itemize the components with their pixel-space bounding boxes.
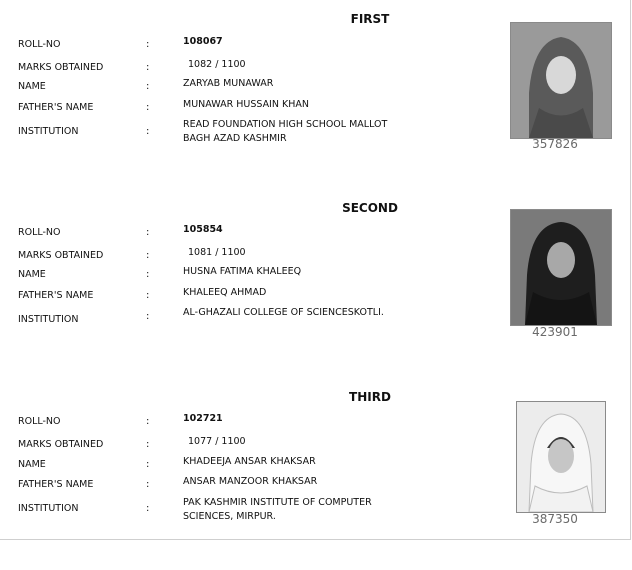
marks-label: MARKS OBTAINED <box>18 250 104 261</box>
student-photo <box>510 22 612 139</box>
fathers-name-value: KHALEEQ AHMAD <box>183 287 267 298</box>
colon: : <box>146 459 150 470</box>
colon: : <box>146 227 150 238</box>
name-label: NAME <box>18 459 46 470</box>
photo-number: 387350 <box>532 512 578 526</box>
photo-number: 357826 <box>532 137 578 151</box>
colon: : <box>146 290 150 301</box>
colon: : <box>146 250 150 261</box>
colon: : <box>146 269 150 280</box>
institution-label: INSTITUTION <box>18 314 79 325</box>
photo-number: 423901 <box>532 325 578 339</box>
name-value: HUSNA FATIMA KHALEEQ <box>183 266 302 277</box>
name-label: NAME <box>18 269 46 280</box>
fathers-name-label: FATHER'S NAME <box>18 290 94 301</box>
roll-no-value: 105854 <box>183 224 223 235</box>
marks-value: 1082 / 1100 <box>188 59 246 70</box>
roll-no-label: ROLL-NO <box>18 227 61 238</box>
colon: : <box>146 81 150 92</box>
name-value: ZARYAB MUNAWAR <box>183 78 274 89</box>
roll-no-value: 108067 <box>183 36 223 47</box>
colon: : <box>146 479 150 490</box>
institution-line: SCIENCES, MIRPUR. <box>183 511 276 522</box>
fathers-name-value: MUNAWAR HUSSAIN KHAN <box>183 99 309 110</box>
institution-label: INSTITUTION <box>18 503 79 514</box>
fathers-name-value: ANSAR MANZOOR KHAKSAR <box>183 476 318 487</box>
institution-line: READ FOUNDATION HIGH SCHOOL MALLOT <box>183 119 388 130</box>
fathers-name-label: FATHER'S NAME <box>18 479 94 490</box>
colon: : <box>146 439 150 450</box>
roll-no-value: 102721 <box>183 413 223 424</box>
institution-line: BAGH AZAD KASHMIR <box>183 133 287 144</box>
position-heading: THIRD <box>349 390 391 404</box>
roll-no-label: ROLL-NO <box>18 39 61 50</box>
colon: : <box>146 416 150 427</box>
student-photo <box>510 209 612 326</box>
colon: : <box>146 62 150 73</box>
colon: : <box>146 126 150 137</box>
position-heading: SECOND <box>342 201 398 215</box>
colon: : <box>146 39 150 50</box>
colon: : <box>146 311 150 322</box>
name-label: NAME <box>18 81 46 92</box>
colon: : <box>146 102 150 113</box>
marks-value: 1081 / 1100 <box>188 247 246 258</box>
institution-value <box>183 306 384 320</box>
institution-line: AL-GHAZALI COLLEGE OF SCIENCESKOTLI. <box>183 307 384 318</box>
fathers-name-label: FATHER'S NAME <box>18 102 94 113</box>
institution-value <box>183 118 387 146</box>
marks-label: MARKS OBTAINED <box>18 439 104 450</box>
institution-line: PAK KASHMIR INSTITUTE OF COMPUTER <box>183 497 372 508</box>
marks-label: MARKS OBTAINED <box>18 62 104 73</box>
marks-value: 1077 / 1100 <box>188 436 246 447</box>
roll-no-label: ROLL-NO <box>18 416 61 427</box>
name-value: KHADEEJA ANSAR KHAKSAR <box>183 456 316 467</box>
institution-label: INSTITUTION <box>18 126 79 137</box>
colon: : <box>146 503 150 514</box>
position-heading: FIRST <box>350 12 390 26</box>
student-photo <box>516 401 606 513</box>
institution-value <box>183 496 372 524</box>
